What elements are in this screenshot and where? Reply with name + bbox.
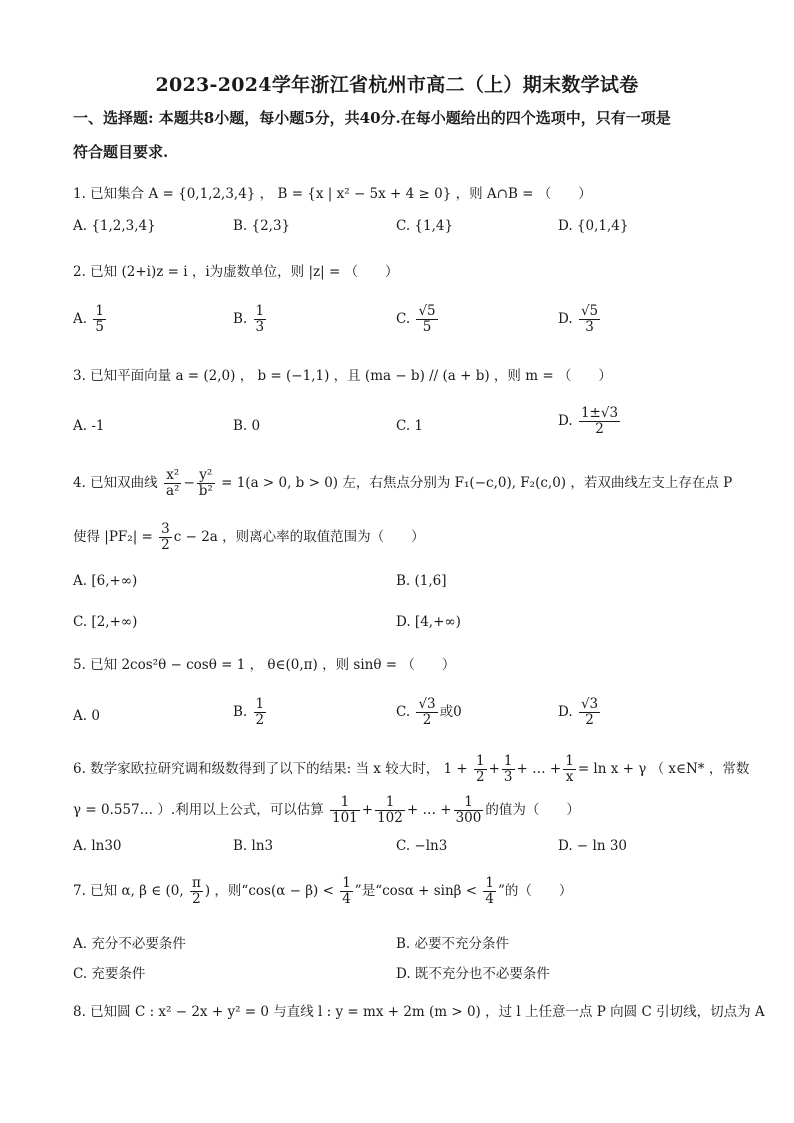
numerator: √3	[580, 696, 599, 712]
q7-option-c: C. 充要条件	[73, 966, 146, 982]
numerator: x²	[164, 468, 181, 484]
numerator: 1	[255, 303, 265, 319]
q2-option-b	[233, 304, 268, 335]
q6-option-b: B. ln3	[233, 838, 274, 854]
denominator: 2	[161, 537, 170, 553]
q7-option-d: D. 既不充分也不必要条件	[396, 966, 550, 982]
q2-option-a-label: A.	[73, 311, 88, 327]
question-6-line1: 6. 数学家欧拉研究调和级数得到了以下的结果: 当 x 较大时， 1 + $\frac{1}{2}$ + $\frac{1}{3}$ + … + $\frac{1}{x}$ = ln x + γ （ x∈N* ，常数	[73, 753, 750, 785]
q5-option-d-label: D.	[558, 704, 573, 720]
denominator: 3	[503, 769, 513, 785]
numerator: π	[192, 875, 201, 891]
q2-option-b-fraction	[254, 304, 267, 335]
q7-option-a: A. 充分不必要条件	[73, 936, 186, 952]
q3-option-c: C. 1	[396, 418, 424, 434]
q7-intro: 7. 已知 α, β ∈ (0,	[73, 883, 184, 899]
q4-option-d: D. [4,+∞)	[396, 614, 461, 630]
question-4-line2	[73, 522, 425, 553]
section-heading-line2: 符合题目要求.	[73, 143, 169, 161]
numerator: 1	[375, 795, 405, 811]
q4-option-b: B. (1,6]	[396, 573, 447, 589]
q6-third-fraction	[502, 754, 515, 785]
q2-option-c-label: C.	[396, 311, 411, 327]
q6-option-d: D. − ln 30	[558, 838, 628, 854]
q1-option-c: C. {1,4}	[396, 218, 454, 234]
numerator: √3	[418, 696, 436, 712]
q6-1-over-x-fraction	[563, 754, 576, 785]
q5-option-c-tail: 或0	[439, 704, 462, 720]
q6-sum-term-1	[330, 795, 360, 826]
denominator: 4	[342, 891, 351, 907]
question-1-stem: 1. 已知集合 A = {0,1,2,3,4} ， B = {x | x² − 5x + 4 ≥ 0} ，则 A∩B = （ ）	[73, 186, 592, 202]
q6-half-fraction	[474, 754, 487, 785]
denominator: b²	[198, 483, 213, 499]
q7-quarter-fraction-1	[340, 876, 353, 907]
q4-intro: 4. 已知双曲线	[73, 475, 158, 491]
q2-option-b-label: B.	[233, 311, 248, 327]
denominator: 3	[255, 319, 265, 335]
question-8-stem: 8. 已知圆 C : x² − 2x + y² = 0 与直线 l : y = mx + 2m (m > 0) ，过 l 上任意一点 P 向圆 C 引切线，切点为 A	[73, 1004, 765, 1020]
q4-line2-start: 使得 |PF₂| =	[73, 529, 153, 545]
numerator: 1	[503, 753, 513, 769]
q6-option-c: C. −ln3	[396, 838, 448, 854]
q4-option-a: A. [6,+∞)	[73, 573, 138, 589]
q5-option-a: A. 0	[73, 708, 100, 724]
numerator: 1	[476, 753, 485, 769]
numerator: 3	[161, 521, 170, 537]
q3-option-d-fraction	[579, 406, 620, 437]
question-3-stem: 3. 已知平面向量 a = (2,0) ， b = (−1,1) ，且 (ma − b) // (a + b) ，则 m = （ ）	[73, 368, 612, 384]
numerator: y²	[197, 468, 215, 484]
q5-option-c-fraction	[416, 697, 437, 728]
q5-option-b-fraction	[254, 697, 267, 728]
q6-line2-start: γ = 0.557… ）.利用以上公式，可以估算	[73, 802, 324, 818]
numerator: 1	[565, 753, 574, 769]
q5-option-b-label: B.	[233, 704, 248, 720]
denominator: 2	[422, 712, 432, 728]
q5-option-d-fraction	[579, 697, 600, 728]
q1-option-a: A. {1,2,3,4}	[73, 218, 156, 234]
denominator: 2	[476, 769, 485, 785]
q6-line2-end: 的值为（ ）	[485, 802, 580, 818]
q5-option-c-label: C.	[396, 704, 411, 720]
q2-option-a	[73, 304, 108, 335]
q2-option-d	[558, 304, 602, 335]
q4-condition: = 1(a > 0, b > 0) 左，右焦点分别为 F₁(−c,0), F₂(c,0) ，若双曲线左支上存在点 P	[216, 475, 733, 491]
q4-line2-end: c − 2a ，则离心率的取值范围为（ ）	[173, 529, 425, 545]
denominator: 101	[332, 810, 358, 826]
q6-intro: 6. 数学家欧拉研究调和级数得到了以下的结果: 当 x 较大时， 1 +	[73, 761, 468, 777]
numerator: √5	[580, 303, 599, 319]
question-4-line1: 4. 已知双曲线 $\frac{\text{x²}}{\text{a²}}$ − $\frac{\text{y²}}{\text{b²}}$ = 1(a > 0, b > 0) 左，右焦点分别为 F₁(−c,0), F₂(c,0) ，若双曲线左支上存在点 P	[73, 467, 733, 499]
numerator: √5	[418, 303, 436, 319]
q6-result: = ln x + γ （ x∈N* ，常数	[577, 761, 750, 777]
q7-option-b: B. 必要不充分条件	[396, 936, 510, 952]
denominator: 5	[95, 319, 104, 335]
q5-option-b	[233, 697, 268, 728]
q7-quarter-fraction-2	[483, 876, 496, 907]
page-title: 2023-2024学年浙江省杭州市高二（上）期末数学试卷	[155, 74, 639, 96]
question-7-stem	[73, 876, 572, 907]
q4-x-fraction	[164, 468, 181, 499]
q2-option-d-fraction	[579, 304, 600, 335]
numerator: 1	[95, 303, 104, 319]
question-6-line2: γ = 0.557… ）.利用以上公式，可以估算 $\frac{1}{101}$ + $\frac{1}{102}$ + … + $\frac{1}{300}$ 的值为（ ）	[73, 794, 580, 826]
q6-sum-term-3	[454, 795, 484, 826]
q6-option-a: A. ln30	[73, 838, 122, 854]
denominator: 2	[595, 421, 604, 437]
numerator: 1	[454, 795, 484, 811]
q5-option-c	[396, 697, 462, 728]
denominator: 3	[585, 319, 594, 335]
denominator: 300	[455, 810, 482, 826]
denominator: 5	[422, 319, 432, 335]
denominator: 102	[377, 810, 403, 826]
q3-option-d-label: D.	[558, 413, 573, 429]
q7-condition-1: ) ，则“cos(α − β) <	[204, 883, 334, 899]
q7-condition-2: ”是“cosα + sinβ <	[354, 883, 478, 899]
q3-option-a: A. -1	[73, 418, 105, 434]
denominator: a²	[165, 483, 180, 499]
denominator: x	[565, 769, 574, 785]
q2-option-a-fraction	[93, 304, 106, 335]
numerator: 1±√3	[580, 405, 619, 421]
q2-option-d-label: D.	[558, 311, 573, 327]
q1-option-d: D. {0,1,4}	[558, 218, 629, 234]
q3-option-d	[558, 406, 622, 437]
denominator: 4	[485, 891, 494, 907]
question-5-stem: 5. 已知 2cos²θ − cosθ = 1 ， θ∈(0,π) ，则 sinθ = （ ）	[73, 657, 456, 673]
q3-option-b: B. 0	[233, 418, 261, 434]
denominator: 2	[255, 712, 265, 728]
numerator: 1	[342, 875, 351, 891]
section-heading-line1: 一、选择题: 本题共8小题，每小题5分，共40分.在每小题给出的四个选项中，只有一项是	[73, 109, 671, 127]
q7-pi-fraction	[190, 876, 203, 907]
q5-option-d	[558, 697, 602, 728]
q4-y-fraction	[197, 468, 215, 499]
numerator: 1	[330, 795, 360, 811]
q6-sum-term-2	[375, 795, 405, 826]
denominator: 2	[192, 891, 201, 907]
question-2-stem: 2. 已知 (2+i)z = i ，i为虚数单位，则 |z| = （ ）	[73, 264, 399, 280]
q7-ending: ”的（ ）	[497, 883, 573, 899]
numerator: 1	[255, 696, 265, 712]
denominator: 2	[585, 712, 594, 728]
q4-coef-fraction	[159, 522, 172, 553]
numerator: 1	[485, 875, 494, 891]
q4-option-c: C. [2,+∞)	[73, 614, 138, 630]
q1-option-b: B. {2,3}	[233, 218, 291, 234]
q2-option-c	[396, 304, 440, 335]
q2-option-c-fraction	[416, 304, 437, 335]
